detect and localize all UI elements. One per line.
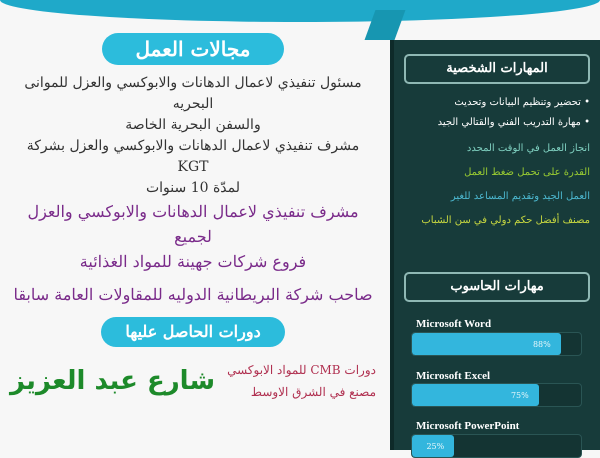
skill-name: Microsoft Excel — [416, 370, 491, 382]
work-item: مشرف تنفيذي لاعمال الدهانات والابوكسي والعزل بشركة KGT — [26, 138, 360, 175]
computer-skills-heading: مهارات الحاسوب — [404, 272, 590, 302]
work-item: فروع شركات جهينة للمواد الغذائية — [79, 252, 307, 271]
skill-bar-powerpoint — [411, 434, 582, 458]
courses-list — [223, 359, 376, 403]
personal-skill — [400, 190, 590, 204]
work-item: مشرف تنفيذي لاعمال الدهانات والابوكسي والعزل لجميع — [27, 202, 359, 246]
skills-panel — [390, 40, 600, 450]
personal-skill — [400, 96, 590, 110]
skill-bar-word — [411, 332, 582, 356]
skill-bar-fill: 25% — [412, 435, 454, 457]
personal-skill — [400, 166, 590, 180]
personal-skill-text: • مهارة التدريب الفني والقتالي الجيد — [437, 117, 590, 128]
personal-skill — [400, 142, 590, 156]
course-item: مصنع في الشرق الاوسط — [250, 385, 376, 399]
personal-skill — [400, 116, 590, 130]
personal-skill-text: القدرة على تحمل ضغط العمل — [464, 167, 590, 178]
skill-name: Microsoft Word — [416, 318, 492, 330]
skill-bar-fill: 88% — [412, 333, 561, 355]
work-item: والسفن البحرية الخاصة — [125, 117, 261, 133]
courses-row — [10, 359, 376, 403]
skill-bar-excel — [411, 383, 582, 407]
skill-name: Microsoft PowerPoint — [416, 420, 520, 432]
personal-skill — [400, 214, 590, 228]
personal-skills-heading: المهارات الشخصية — [404, 54, 590, 84]
courses-heading: دورات الحاصل عليها — [101, 317, 285, 347]
work-fields-heading: مجالات العمل — [102, 33, 284, 65]
work-item: مسئول تنفيذي لاعمال الدهانات والابوكسي والعزل للموانى البحريه — [24, 75, 362, 112]
personal-skill-text: العمل الجيد وتقديم المساعد للغير — [450, 191, 590, 202]
personal-skill-text: مصنف أفضل حكم دولي في سن الشباب — [421, 215, 590, 226]
personal-skill-text: انجاز العمل في الوقت المحدد — [466, 143, 590, 154]
work-item: لمدّة 10 سنوات — [145, 180, 241, 196]
skill-bar-fill: 75% — [412, 384, 539, 406]
personal-skill-text: • تحضير وتنظيم البيانات وتحديث — [454, 97, 590, 108]
course-item: دورات CMB للمواد الابوكسي — [227, 363, 376, 377]
watermark: شارع عبد العزيز — [10, 366, 216, 396]
work-item: صاحب شركة البريطانية الدوليه للمقاولات العامة سابقا — [13, 285, 373, 304]
